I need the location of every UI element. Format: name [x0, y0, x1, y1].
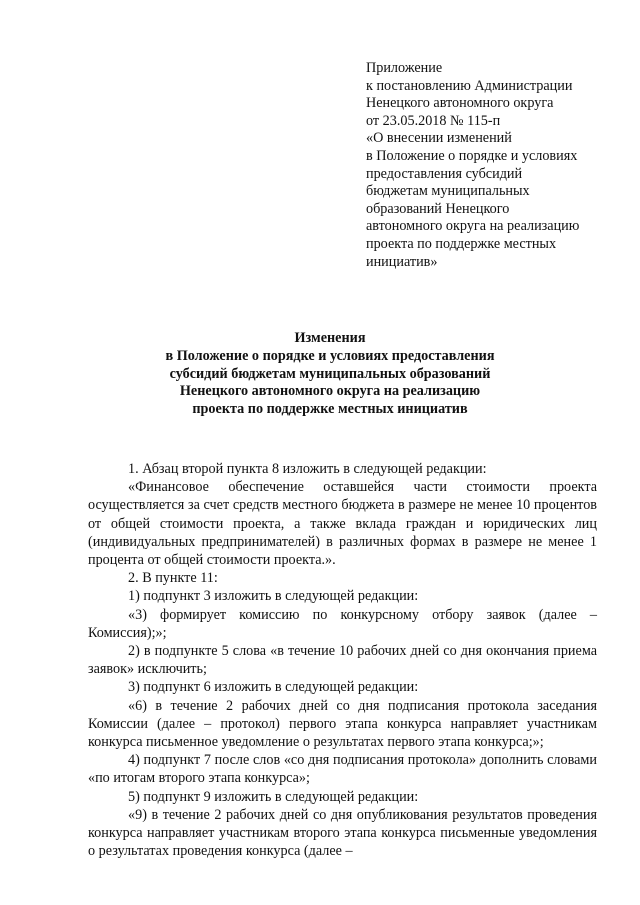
- body-paragraph: 1) подпункт 3 изложить в следующей редакции:: [128, 588, 419, 605]
- body-paragraph: 4) подпункт 7 после слов «со дня подписания протокола» дополнить словами «по итогам второго этапа конкурса»;: [88, 752, 597, 787]
- appendix-line: Приложение: [366, 60, 443, 76]
- appendix-line: Ненецкого автономного округа: [366, 95, 554, 112]
- appendix-line: бюджетам муниципальных: [366, 183, 530, 200]
- appendix-line: образований Ненецкого: [366, 200, 510, 217]
- body-paragraph: «9) в течение 2 рабочих дней со дня опубликования результатов проведения конкурса направляет участникам второго этапа конкурса письменные уведомления о результатах проведения конкурса (далее –: [88, 806, 597, 860]
- appendix-line: проекта по поддержке местных: [366, 235, 557, 252]
- appendix-line: «О внесении изменений: [366, 130, 512, 147]
- document-title: [80, 330, 580, 419]
- body-paragraph: 2) в подпункте 5 слова «в течение 10 рабочих дней со дня окончания приема заявок» исключить;: [88, 643, 597, 678]
- body-paragraph: 3) подпункт 6 изложить в следующей редакции:: [128, 679, 419, 696]
- title-line: проекта по поддержке местных инициатив: [192, 401, 468, 418]
- appendix-line: инициатив»: [366, 253, 438, 270]
- body-paragraph: 2. В пункте 11:: [128, 570, 218, 587]
- document-body: [88, 460, 597, 860]
- body-paragraph: «6) в течение 2 рабочих дней со дня подписания протокола заседания Комиссии (далее – протокол) первого этапа конкурса направляет участникам конкурса письменное уведомление о результатах первого этапа конкурса;»;: [88, 697, 597, 751]
- title-line: Изменения: [294, 330, 366, 346]
- title-line: Ненецкого автономного округа на реализацию: [179, 383, 481, 400]
- appendix-line: предоставления субсидий: [366, 165, 523, 182]
- appendix-line: в Положение о порядке и условиях: [366, 147, 578, 164]
- title-line: субсидий бюджетам муниципальных образований: [169, 365, 491, 382]
- appendix-line: от 23.05.2018 № 115-п: [366, 112, 501, 129]
- body-paragraph: «3) формирует комиссию по конкурсному отбору заявок (далее – Комиссия);»;: [88, 606, 597, 641]
- title-line: в Положение о порядке и условиях предоставления: [165, 347, 495, 364]
- appendix-line: автономного округа на реализацию: [366, 218, 580, 235]
- appendix-line: к постановлению Администрации: [366, 77, 573, 94]
- body-paragraph: 5) подпункт 9 изложить в следующей редакции:: [128, 788, 419, 805]
- body-paragraph: «Финансовое обеспечение оставшейся части стоимости проекта осуществляется за счет средств местного бюджета в размере не менее 10 процентов от общей стоимости проекта, а также вклада граждан и юридических лиц (индивидуальных предпринимателей) в различных формах в размере не менее 1 процента от общей стоимости проекта.».: [88, 479, 597, 569]
- body-paragraph: 1. Абзац второй пункта 8 изложить в следующей редакции:: [128, 461, 487, 477]
- appendix-header: [366, 60, 616, 271]
